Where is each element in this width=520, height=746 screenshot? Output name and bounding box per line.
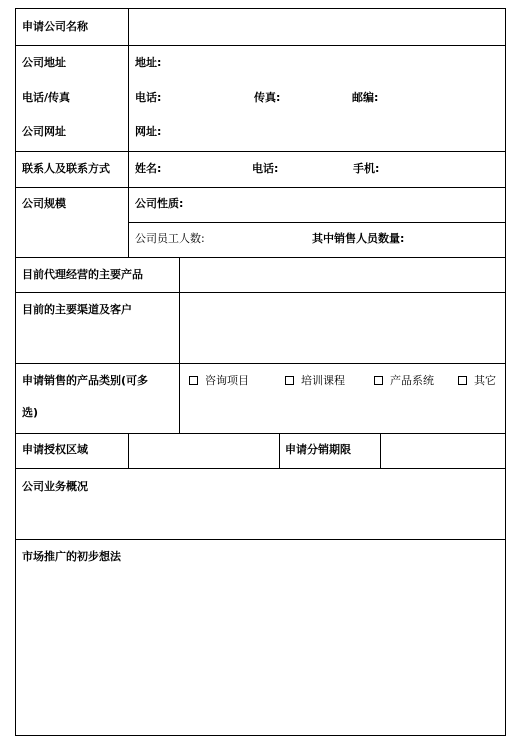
- row-divider: [16, 363, 505, 364]
- row-divider: [16, 433, 505, 434]
- term-label: 申请分销期限: [285, 443, 351, 456]
- business-label: 公司业务概况: [22, 480, 88, 493]
- col-divider: [380, 433, 381, 468]
- checkbox-icon[interactable]: [189, 376, 198, 385]
- employees-field[interactable]: 公司员工人数:: [135, 232, 205, 245]
- category-option-label: 产品系统: [390, 374, 434, 387]
- row-divider: [16, 468, 505, 469]
- row-divider: [16, 539, 505, 540]
- col-divider: [128, 433, 129, 468]
- category-option-other[interactable]: [458, 374, 496, 388]
- marketing-label: 市场推广的初步想法: [22, 550, 121, 563]
- row-divider: [16, 257, 505, 258]
- scale-label: 公司规模: [22, 197, 66, 210]
- contact-phone-field[interactable]: 电话:: [252, 162, 279, 175]
- fax-field[interactable]: 传真:: [254, 91, 281, 104]
- category-option-consulting[interactable]: [189, 374, 249, 388]
- col-divider: [179, 257, 180, 433]
- region-label: 申请授权区域: [22, 443, 88, 456]
- category-option-label: 其它: [474, 374, 496, 387]
- contact-label: 联系人及联系方式: [22, 162, 110, 175]
- row-divider: [16, 151, 505, 152]
- col-divider: [128, 9, 129, 257]
- application-form: [15, 8, 506, 736]
- checkbox-icon[interactable]: [285, 376, 294, 385]
- website-label: 公司网址: [22, 125, 66, 138]
- website-field[interactable]: 网址:: [135, 125, 162, 138]
- contact-mobile-field[interactable]: 手机:: [353, 162, 380, 175]
- category-option-product[interactable]: [374, 374, 434, 388]
- category-option-label: 培训课程: [301, 374, 345, 387]
- contact-name-field[interactable]: 姓名:: [135, 162, 162, 175]
- category-option-training[interactable]: [285, 374, 345, 388]
- phone-field[interactable]: 电话:: [135, 91, 162, 104]
- address-field[interactable]: 地址:: [135, 56, 162, 69]
- category-label-line1: 申请销售的产品类别(可多: [22, 374, 149, 387]
- company-name-label: 申请公司名称: [22, 20, 88, 33]
- row-divider: [16, 292, 505, 293]
- sales-staff-field[interactable]: 其中销售人员数量:: [312, 232, 405, 245]
- postcode-field[interactable]: 邮编:: [352, 91, 379, 104]
- row-divider: [16, 45, 505, 46]
- company-type-field[interactable]: 公司性质:: [135, 197, 184, 210]
- channels-label: 目前的主要渠道及客户: [22, 303, 132, 316]
- phone-fax-label: 电话/传真: [22, 91, 71, 104]
- checkbox-icon[interactable]: [458, 376, 467, 385]
- checkbox-icon[interactable]: [374, 376, 383, 385]
- col-divider: [279, 433, 280, 468]
- current-products-label: 目前代理经营的主要产品: [22, 268, 143, 281]
- row-divider: [128, 222, 505, 223]
- category-label-line2: 选): [22, 406, 39, 419]
- category-option-label: 咨询项目: [205, 374, 249, 387]
- address-label: 公司地址: [22, 56, 66, 69]
- row-divider: [16, 187, 505, 188]
